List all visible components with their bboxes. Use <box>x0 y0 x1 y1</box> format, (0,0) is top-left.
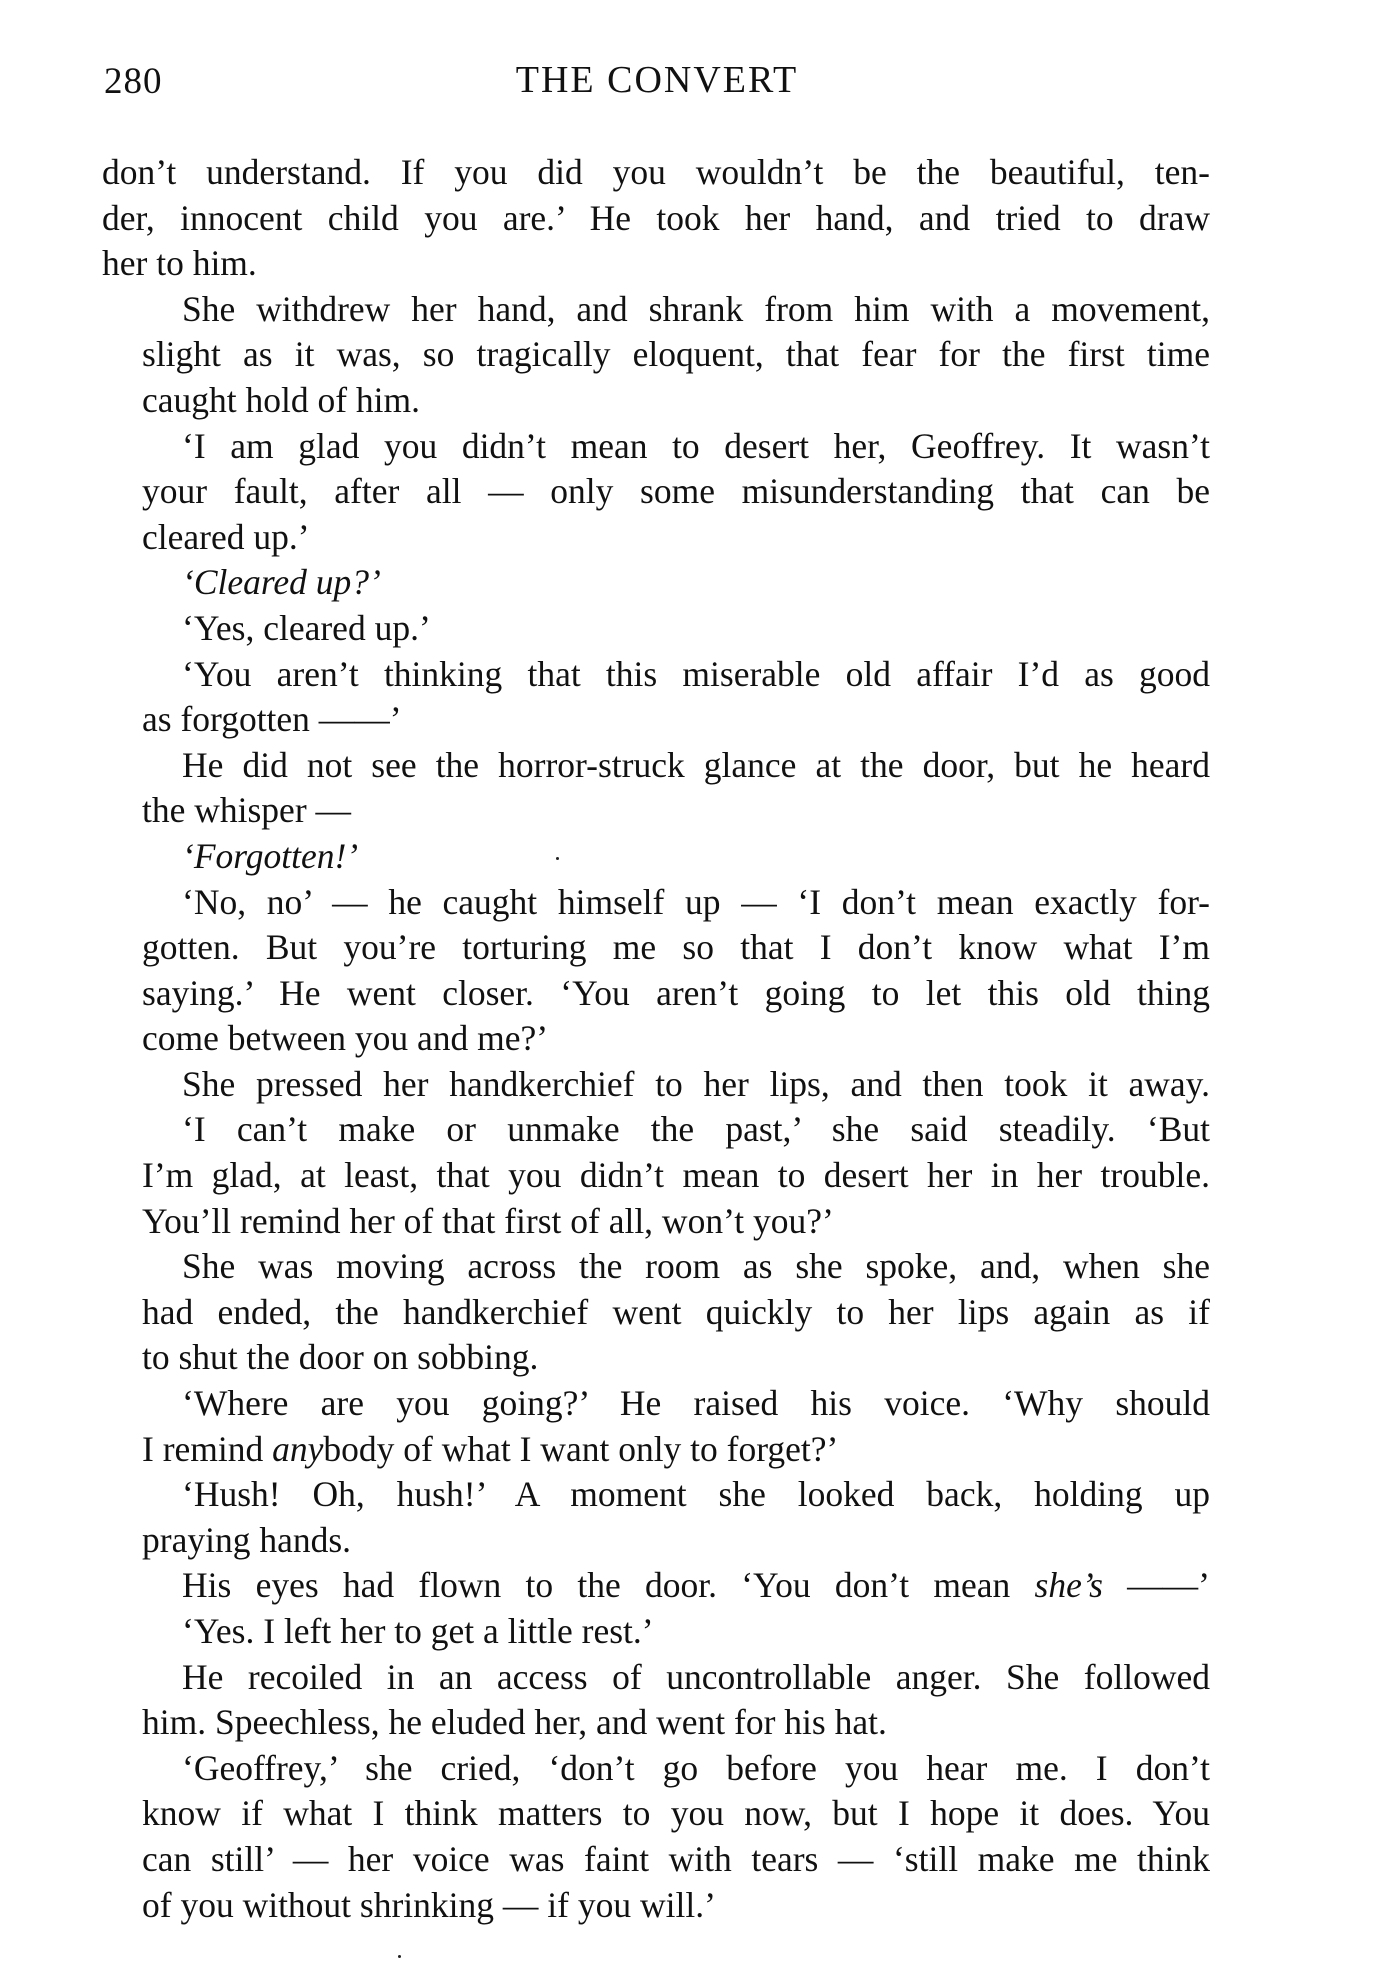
text-line: praying hands. <box>142 1519 352 1560</box>
text-line: don’t understand. If you did you wouldn’t be the beautiful, ten- <box>102 152 1210 192</box>
paragraph <box>102 1381 1210 1472</box>
text-line: had ended, the handkerchief went quickly to her lips again as if <box>142 1291 1210 1332</box>
paragraph <box>102 1655 1210 1746</box>
text-line: ‘Yes, cleared up.’ <box>182 607 431 648</box>
text-line: She was moving across the room as she spoke, and, when she <box>182 1246 1210 1287</box>
book-title: THE CONVERT <box>515 59 799 101</box>
paragraph <box>102 1472 1210 1563</box>
text-line: slight as it was, so tragically eloquent, that fear for the first time <box>142 334 1210 375</box>
text-line: as forgotten ——’ <box>142 699 402 740</box>
text-line: You’ll remind her of that first of all, won’t you?’ <box>142 1200 834 1241</box>
text-line: ‘Yes. I left her to get a little rest.’ <box>182 1611 654 1651</box>
text-line: saying.’ He went closer. ‘You aren’t going to let this old thing <box>142 972 1210 1013</box>
paragraph <box>102 606 1210 652</box>
text-line: der, innocent child you are.’ He took her hand, and tried to draw <box>102 197 1210 238</box>
text-line: the whisper — <box>142 790 352 831</box>
paragraph <box>102 1609 1210 1655</box>
paragraph <box>102 834 1210 880</box>
paragraph <box>102 1244 1210 1381</box>
body-text <box>102 150 1210 1928</box>
text-line: ‘Cleared up?’ <box>182 562 381 603</box>
text-line: He did not see the horror-struck glance at the door, but he heard <box>182 744 1210 785</box>
paragraph <box>102 560 1210 606</box>
text-line: ‘I am glad you didn’t mean to desert her, Geoffrey. It wasn’t <box>182 425 1210 466</box>
text-line: of you without shrinking — if you will.’ <box>142 1884 716 1925</box>
text-line: caught hold of him. <box>142 379 421 420</box>
text-line: know if what I think matters to you now, but I hope it does. You <box>142 1793 1210 1834</box>
paragraph <box>102 652 1210 743</box>
text-line: ‘Geoffrey,’ she cried, ‘don’t go before you hear me. I don’t <box>182 1747 1210 1788</box>
text-line: come between you and me?’ <box>142 1018 549 1059</box>
text-line: ‘Where are you going?’ He raised his voice. ‘Why should <box>182 1383 1210 1424</box>
running-head <box>104 58 1210 104</box>
text-line: ‘I can’t make or unmake the past,’ she said steadily. ‘But <box>182 1109 1210 1150</box>
text-line: His eyes had flown to the door. ‘You don’t mean she’s ——’ <box>182 1565 1210 1606</box>
paragraph <box>102 1746 1210 1928</box>
paragraph <box>102 287 1210 424</box>
text-line: She pressed her handkerchief to her lips, and then took it away. <box>182 1063 1210 1104</box>
paragraph <box>102 743 1210 834</box>
text-line: gotten. But you’re torturing me so that I don’t know what I’m <box>142 927 1210 968</box>
text-line: your fault, after all — only some misunderstanding that can be <box>142 471 1210 512</box>
text-line: I’m glad, at least, that you didn’t mean to desert her in her trouble. <box>142 1155 1210 1196</box>
text-line: can still’ — her voice was faint with tears — ‘still make me think <box>142 1838 1210 1879</box>
paragraph <box>102 880 1210 1062</box>
text-line: I remind anybody of what I want only to forget?’ <box>142 1428 839 1469</box>
paragraph <box>102 150 1210 287</box>
page-number: 280 <box>104 61 163 102</box>
text-line: her to him. <box>102 243 257 284</box>
text-line: cleared up.’ <box>142 516 310 557</box>
text-line: He recoiled in an access of uncontrollable anger. She followed <box>182 1656 1210 1697</box>
text-line: ‘Hush! Oh, hush!’ A moment she looked back, holding up <box>182 1474 1210 1515</box>
text-line: ‘No, no’ — he caught himself up — ‘I don’t mean exactly for- <box>182 881 1210 922</box>
text-line: ‘You aren’t thinking that this miserable old affair I’d as good <box>182 653 1210 694</box>
paragraph <box>102 1563 1210 1609</box>
print-speck <box>398 1955 401 1958</box>
text-line: She withdrew her hand, and shrank from him with a movement, <box>182 288 1210 329</box>
paragraph <box>102 1062 1210 1244</box>
paragraph <box>102 424 1210 561</box>
text-line: to shut the door on sobbing. <box>142 1337 539 1378</box>
print-speck <box>556 857 559 860</box>
text-line: him. Speechless, he eluded her, and went for his hat. <box>142 1702 887 1743</box>
text-line: ‘Forgotten!’ <box>182 835 359 876</box>
